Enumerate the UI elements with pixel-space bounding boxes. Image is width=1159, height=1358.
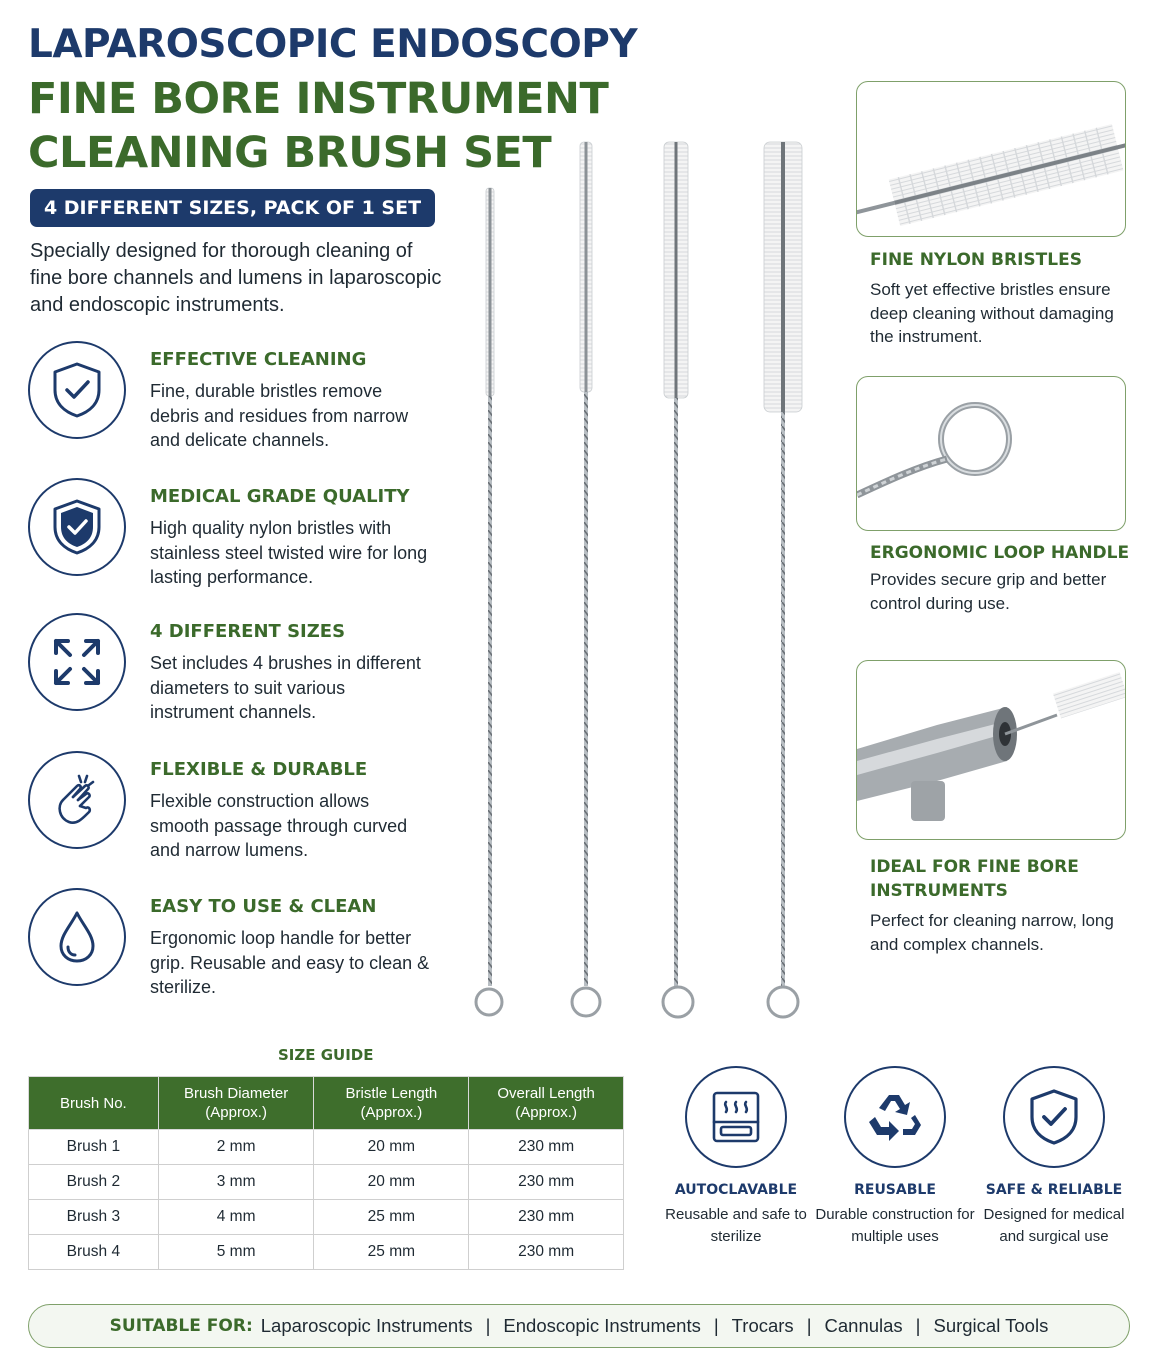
feature-title: EFFECTIVE CLEANING: [150, 349, 367, 370]
shield-check-icon: [1003, 1066, 1105, 1168]
sizes-pill: 4 DIFFERENT SIZES, PACK OF 1 SET: [30, 189, 435, 227]
intro-text: Specially designed for thorough cleaning of fine bore channels and lumens in laparoscopic and endoscopic instruments.: [30, 240, 442, 316]
suitable-item: Endoscopic Instruments: [503, 1315, 701, 1336]
brush-4: [764, 142, 802, 1017]
right-feature-desc: Soft yet effective bristles ensure deep cleaning without damaging the instrument.: [870, 280, 1114, 346]
right-feature-title: FINE NYLON BRISTLES: [870, 250, 1082, 270]
cell-diameter: 2 mm: [158, 1130, 314, 1165]
autoclave-icon: [685, 1066, 787, 1168]
expand-arrows-icon: [28, 613, 126, 711]
badge-title: REUSABLE: [854, 1182, 936, 1198]
cell-bristle-length: 20 mm: [314, 1130, 469, 1165]
flexible-hand-icon: [28, 751, 126, 849]
recycle-icon: [844, 1066, 946, 1168]
loop-handle-image: [856, 376, 1126, 531]
shield-check-icon: [28, 341, 126, 439]
title-line-3: CLEANING BRUSH SET: [28, 128, 552, 178]
title-line-1: LAPAROSCOPIC ENDOSCOPY: [28, 22, 638, 67]
cell-overall-length: 230 mm: [469, 1165, 624, 1200]
cell-brush-no: Brush 1: [29, 1130, 159, 1165]
suitable-item: Laparoscopic Instruments: [260, 1315, 473, 1336]
table-header-row: [29, 1077, 624, 1130]
separator: |: [915, 1315, 921, 1336]
badge-desc: Designed for medical and surgical use: [983, 1206, 1125, 1245]
suitable-for-bar: [28, 1304, 1130, 1348]
size-guide-table: [28, 1076, 624, 1270]
badge-safe-reliable: [974, 1066, 1134, 1248]
right-feature-desc: Perfect for cleaning narrow, long and complex channels.: [870, 911, 1114, 954]
feature-desc: High quality nylon bristles with stainless steel twisted wire for long lasting performance.: [150, 518, 428, 587]
cell-diameter: 4 mm: [158, 1200, 314, 1235]
feature-desc: Ergonomic loop handle for better grip. Reusable and easy to clean & sterilize.: [150, 928, 430, 997]
instrument-cleaning-image: [856, 660, 1126, 840]
brush-1: [476, 188, 502, 1015]
feature-title: EASY TO USE & CLEAN: [150, 896, 377, 917]
header-brush-diameter: Brush Diameter (Approx.): [158, 1077, 314, 1130]
table-row: [29, 1235, 624, 1270]
brush-set-illustration: [440, 130, 840, 1030]
cell-bristle-length: 20 mm: [314, 1165, 469, 1200]
cell-overall-length: 230 mm: [469, 1235, 624, 1270]
header-bristle-length: Bristle Length (Approx.): [314, 1077, 469, 1130]
cell-overall-length: 230 mm: [469, 1200, 624, 1235]
cell-overall-length: 230 mm: [469, 1130, 624, 1165]
header-brush-no: Brush No.: [29, 1077, 159, 1130]
badge-reusable: [815, 1066, 975, 1248]
table-row: [29, 1165, 624, 1200]
feature-desc: Fine, durable bristles remove debris and residues from narrow and delicate channels.: [150, 381, 409, 450]
table-row: [29, 1200, 624, 1235]
cell-bristle-length: 25 mm: [314, 1235, 469, 1270]
feature-desc: Flexible construction allows smooth passage through curved and narrow lumens.: [150, 791, 408, 860]
suitable-item: Surgical Tools: [933, 1315, 1049, 1336]
header-overall-length: Overall Length (Approx.): [469, 1077, 624, 1130]
table-row: [29, 1130, 624, 1165]
brush-2: [572, 142, 600, 1016]
cell-brush-no: Brush 4: [29, 1235, 159, 1270]
badge-desc: Reusable and safe to sterilize: [665, 1206, 807, 1245]
cell-brush-no: Brush 3: [29, 1200, 159, 1235]
cell-diameter: 3 mm: [158, 1165, 314, 1200]
cell-brush-no: Brush 2: [29, 1165, 159, 1200]
right-feature-desc: Provides secure grip and better control during use.: [870, 570, 1107, 613]
separator: |: [485, 1315, 491, 1336]
badge-title: AUTOCLAVABLE: [674, 1182, 798, 1198]
feature-title: FLEXIBLE & DURABLE: [150, 759, 368, 780]
cell-bristle-length: 25 mm: [314, 1200, 469, 1235]
title-line-2: FINE BORE INSTRUMENT: [28, 74, 609, 124]
right-feature-title: IDEAL FOR FINE BORE INSTRUMENTS: [870, 857, 1079, 901]
brush-3: [663, 142, 693, 1017]
suitable-item: Trocars: [731, 1315, 794, 1336]
separator: |: [713, 1315, 719, 1336]
water-drop-icon: [28, 888, 126, 986]
shield-filled-check-icon: [28, 478, 126, 576]
suitable-for-label: SUITABLE FOR:: [109, 1316, 253, 1336]
badge-title: SAFE & RELIABLE: [985, 1182, 1123, 1198]
suitable-item: Cannulas: [824, 1315, 903, 1336]
feature-title: 4 DIFFERENT SIZES: [150, 621, 346, 642]
feature-title: MEDICAL GRADE QUALITY: [150, 486, 410, 507]
badge-desc: Durable construction for multiple uses: [815, 1206, 975, 1245]
badge-autoclavable: [656, 1066, 816, 1248]
size-guide-label: SIZE GUIDE: [278, 1046, 374, 1064]
feature-desc: Set includes 4 brushes in different diameters to suit various instrument channels.: [150, 653, 421, 722]
cell-diameter: 5 mm: [158, 1235, 314, 1270]
separator: |: [806, 1315, 812, 1336]
right-feature-title: ERGONOMIC LOOP HANDLE: [870, 543, 1130, 563]
bristles-closeup-image: [856, 81, 1126, 237]
